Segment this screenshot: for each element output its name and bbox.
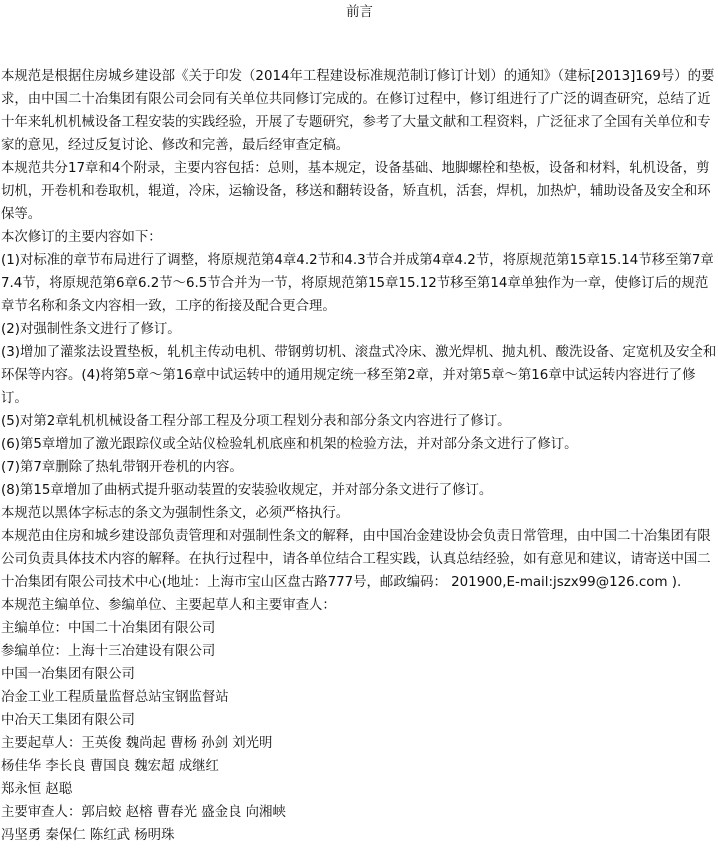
paragraph-chief-unit: 主编单位：中国二十冶集团有限公司	[1, 621, 216, 636]
paragraph-participating-unit-2: 中国一冶集团有限公司	[1, 667, 135, 682]
paragraph-revision-3-4: (3)增加了灌浆法设置垫板，轧机主传动电机、带钢剪切机、滚盘式冷床、激光焊机、抛丸机、酸洗设备、定宽机及安全和环保等内容。(4)将第5章～第16章中试运转中的通用规定统一移至第2章，并对第5章～第16章中试运转内容进行了修订。	[1, 345, 717, 406]
title-spacer	[1, 26, 718, 65]
paragraph-revision-6: (6)第5章增加了激光跟踪仪或全站仪检验轧机底座和机架的检验方法，并对部分条文进行了修订。	[1, 437, 578, 452]
paragraph-mandatory: 本规范以黑体字标志的条文为强制性条文，必须严格执行。	[1, 506, 350, 521]
paragraph-revision-1: (1)对标准的章节布局进行了调整，将原规范第4章4.2节和4.3节合并成第4章4.2节，将原规范第15章15.14节移至第7章7.4节，将原规范第6章6.2节～6.5节合并为一节，将原规范第15章15.12节移至第14章单独作为一章，使修订后的规范章节名称和条文内容相一致，工序的衔接及配合更合理。	[1, 253, 714, 314]
paragraph-reviewers-2: 冯坚勇 秦保仁 陈红武 杨明珠	[1, 828, 175, 843]
document-body	[1, 65, 718, 847]
paragraph-participating-unit-4: 中冶天工集团有限公司	[1, 713, 135, 728]
paragraph-revision-8: (8)第15章增加了曲柄式提升驱动装置的安装验收规定，并对部分条文进行了修订。	[1, 483, 493, 498]
paragraph-participating-unit-3: 冶金工业工程质量监督总站宝钢监督站	[1, 690, 229, 705]
paragraph-revision-intro: 本次修订的主要内容如下：	[1, 230, 162, 245]
paragraph-participating-unit-1: 参编单位：上海十三冶建设有限公司	[1, 644, 216, 659]
paragraph-drafters-1: 主要起草人：王英俊 魏尚起 曹杨 孙剑 刘光明	[1, 736, 273, 751]
paragraph-revision-7: (7)第7章删除了热轧带钢开卷机的内容。	[1, 460, 243, 475]
paragraph-revision-5: (5)对第2章轧机机械设备工程分部工程及分项工程划分表和部分条文内容进行了修订。	[1, 414, 511, 429]
paragraph-reviewers-1: 主要审查人：郭启蛟 赵榕 曹春光 盛金良 向湘峡	[1, 805, 286, 820]
paragraph-management: 本规范由住房和城乡建设部负责管理和对强制性条文的解释，由中国冶金建设协会负责日常管理，由中国二十冶集团有限公司负责具体技术内容的解释。在执行过程中，请各单位结合工程实践，认真总结经验，如有意见和建议，请寄送中国二十冶集团有限公司技术中心(地址：上海市宝山区盘古路777号，邮政编码： 201900,E-mail:jszx99@126.com ).	[1, 529, 711, 590]
paragraph-revision-2: (2)对强制性条文进行了修订。	[1, 322, 181, 337]
page-title: 前言	[346, 5, 373, 20]
paragraph-drafters-2: 杨佳华 李长良 曹国良 魏宏超 成继红	[1, 759, 219, 774]
paragraph-drafters-3: 郑永恒 赵聪	[1, 782, 73, 797]
paragraph-contents: 本规范共分17章和4个附录，主要内容包括：总则，基本规定，设备基础、地脚螺栓和垫板，设备和材料，轧机设备，剪切机，开卷机和卷取机，辊道，冷床，运输设备，移送和翻转设备，矫直机，活套，焊机，加热炉，辅助设备及安全和环保等。	[1, 161, 711, 222]
paragraph-units-intro: 本规范主编单位、参编单位、主要起草人和主要审查人：	[1, 598, 336, 613]
paragraph-basis: 本规范是根据住房城乡建设部《关于印发（2014年工程建设标准规范制订修订计划）的通知》（建标[2013]169号）的要求，由中国二十冶集团有限公司会同有关单位共同修订完成的。在修订过程中，修订组进行了广泛的调查研究，总结了近十年来轧机机械设备工程安装的实践经验，开展了专题研究，参考了大量文献和工程资料，广泛征求了全国有关单位和专家的意见，经过反复讨论、修改和完善，最后经审查定稿。	[1, 69, 715, 153]
